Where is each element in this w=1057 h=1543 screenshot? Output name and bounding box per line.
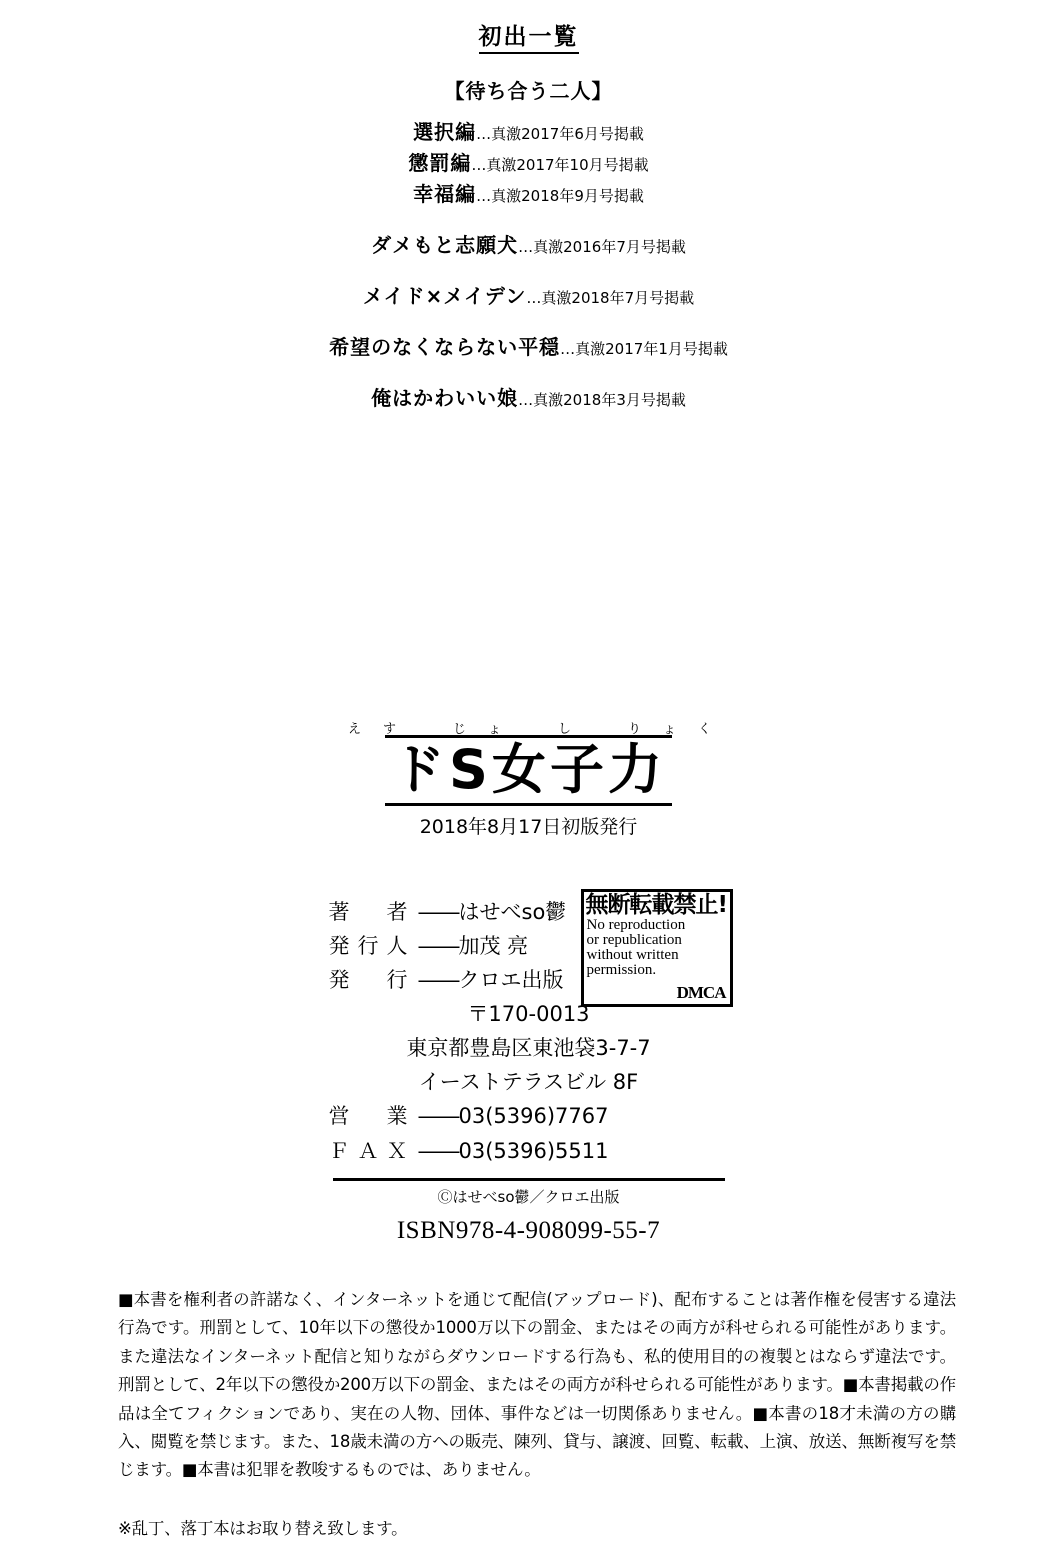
- stamp-english-line: without written: [586, 946, 679, 963]
- stamp-japanese-text: 無断転載禁止!: [585, 892, 727, 919]
- first-appearance-group: [0, 383, 1057, 414]
- list-item: 俺はかわいい娘…真激2018年3月号掲載: [371, 386, 686, 410]
- list-item: 懲罰編…真激2017年10月号掲載: [408, 151, 649, 175]
- divider: [333, 1178, 725, 1181]
- address-line: イーストテラスビル 8F: [418, 1070, 639, 1095]
- imprint-label: 営 業: [328, 1104, 416, 1129]
- imprint-value: はせべso鬱: [458, 900, 567, 925]
- imprint-dash: ――: [418, 934, 459, 959]
- list-item: 選択編…真激2017年6月号掲載: [413, 120, 644, 144]
- book-title-ruby: えす じょ し りょく: [347, 722, 733, 737]
- address-line: 東京都豊島区東池袋3-7-7: [406, 1036, 651, 1061]
- imprint-row-sales-phone: [329, 1099, 729, 1133]
- legal-body: ■本書を権利者の許諾なく、インターネットを通じて配信(アップロード)、配布することは著作権を侵害する違法行為です。刑罰として、10年以下の懲役か1000万以下の罰金、またはその両方が科せられる可能性があります。また違法なインターネット配信と知りながらダウンロードする行為も、私的使用目的の複製とはならず違法です。刑罰として、2年以下の懲役か200万以下の罰金、またはその両方が科せられる可能性があります。■本書掲載の作品は全てフィクションであり、実在の人物、団体、事件などは一切関係ありません。■本書の18才未満の方の購入、閲覧を禁じます。また、18歳未満の方への販売、陳列、貸与、譲渡、回覧、転載、上演、放送、無断複写を禁じます。■本書は犯罪を教唆するものでは、ありません。: [118, 1290, 956, 1480]
- stamp-english-line: No reproduction: [586, 916, 686, 933]
- legal-tail: ※乱丁、落丁本はお取り替え致します。: [118, 1518, 408, 1538]
- dmca-mark: DMCA: [676, 983, 726, 1003]
- first-appearance-group: [0, 332, 1057, 363]
- first-appearance-list: [0, 76, 1057, 414]
- imprint-dash: ――: [418, 1104, 459, 1129]
- first-appearance-heading-text: 初出一覧: [479, 18, 579, 54]
- copyright-line: Ⓒはせべso鬱／クロエ出版: [437, 1187, 620, 1206]
- list-item: ダメもと志願犬…真激2016年7月号掲載: [371, 233, 686, 257]
- imprint-dash: ――: [418, 1138, 459, 1163]
- imprint-label: 発 行: [328, 968, 416, 993]
- publication-date: 2018年8月17日初版発行: [419, 816, 638, 839]
- group-bracket-title: 【待ち合う二人】: [444, 79, 613, 103]
- book-title: ドS女子力: [385, 735, 672, 806]
- first-appearance-group: [0, 76, 1057, 210]
- imprint-value: 03(5396)5511: [458, 1138, 609, 1163]
- isbn: ISBN978-4-908099-55-7: [396, 1216, 661, 1244]
- imprint-dash: ――: [418, 900, 459, 925]
- first-appearance-group: [0, 281, 1057, 312]
- imprint-value: 03(5396)7767: [458, 1104, 609, 1129]
- imprint-value: 加茂 亮: [458, 934, 529, 959]
- list-item: メイド×メイデン…真激2018年7月号掲載: [362, 284, 695, 308]
- list-item: 幸福編…真激2018年9月号掲載: [413, 182, 644, 206]
- postal-code: 〒170-0013: [467, 1002, 590, 1027]
- stamp-english-line: permission.: [586, 961, 657, 978]
- imprint-dash: ――: [418, 968, 459, 993]
- imprint-row-fax: [329, 1134, 729, 1168]
- imprint-label: ＦＡＸ: [328, 1138, 416, 1163]
- no-reproduction-stamp: [581, 889, 733, 1007]
- first-appearance-heading: [0, 18, 1057, 54]
- imprint-label: 発行人: [328, 934, 416, 959]
- legal-notice: [118, 1286, 956, 1543]
- list-item: 希望のなくならない平穏…真激2017年1月号掲載: [329, 335, 728, 359]
- imprint-value: クロエ出版: [458, 968, 564, 993]
- colophon-page: [0, 18, 1057, 1538]
- first-appearance-group: [0, 230, 1057, 261]
- colophon-block: [0, 718, 1057, 1245]
- imprint-details: [328, 892, 729, 1167]
- imprint-label: 著 者: [328, 900, 416, 925]
- stamp-english-line: or republication: [586, 931, 682, 948]
